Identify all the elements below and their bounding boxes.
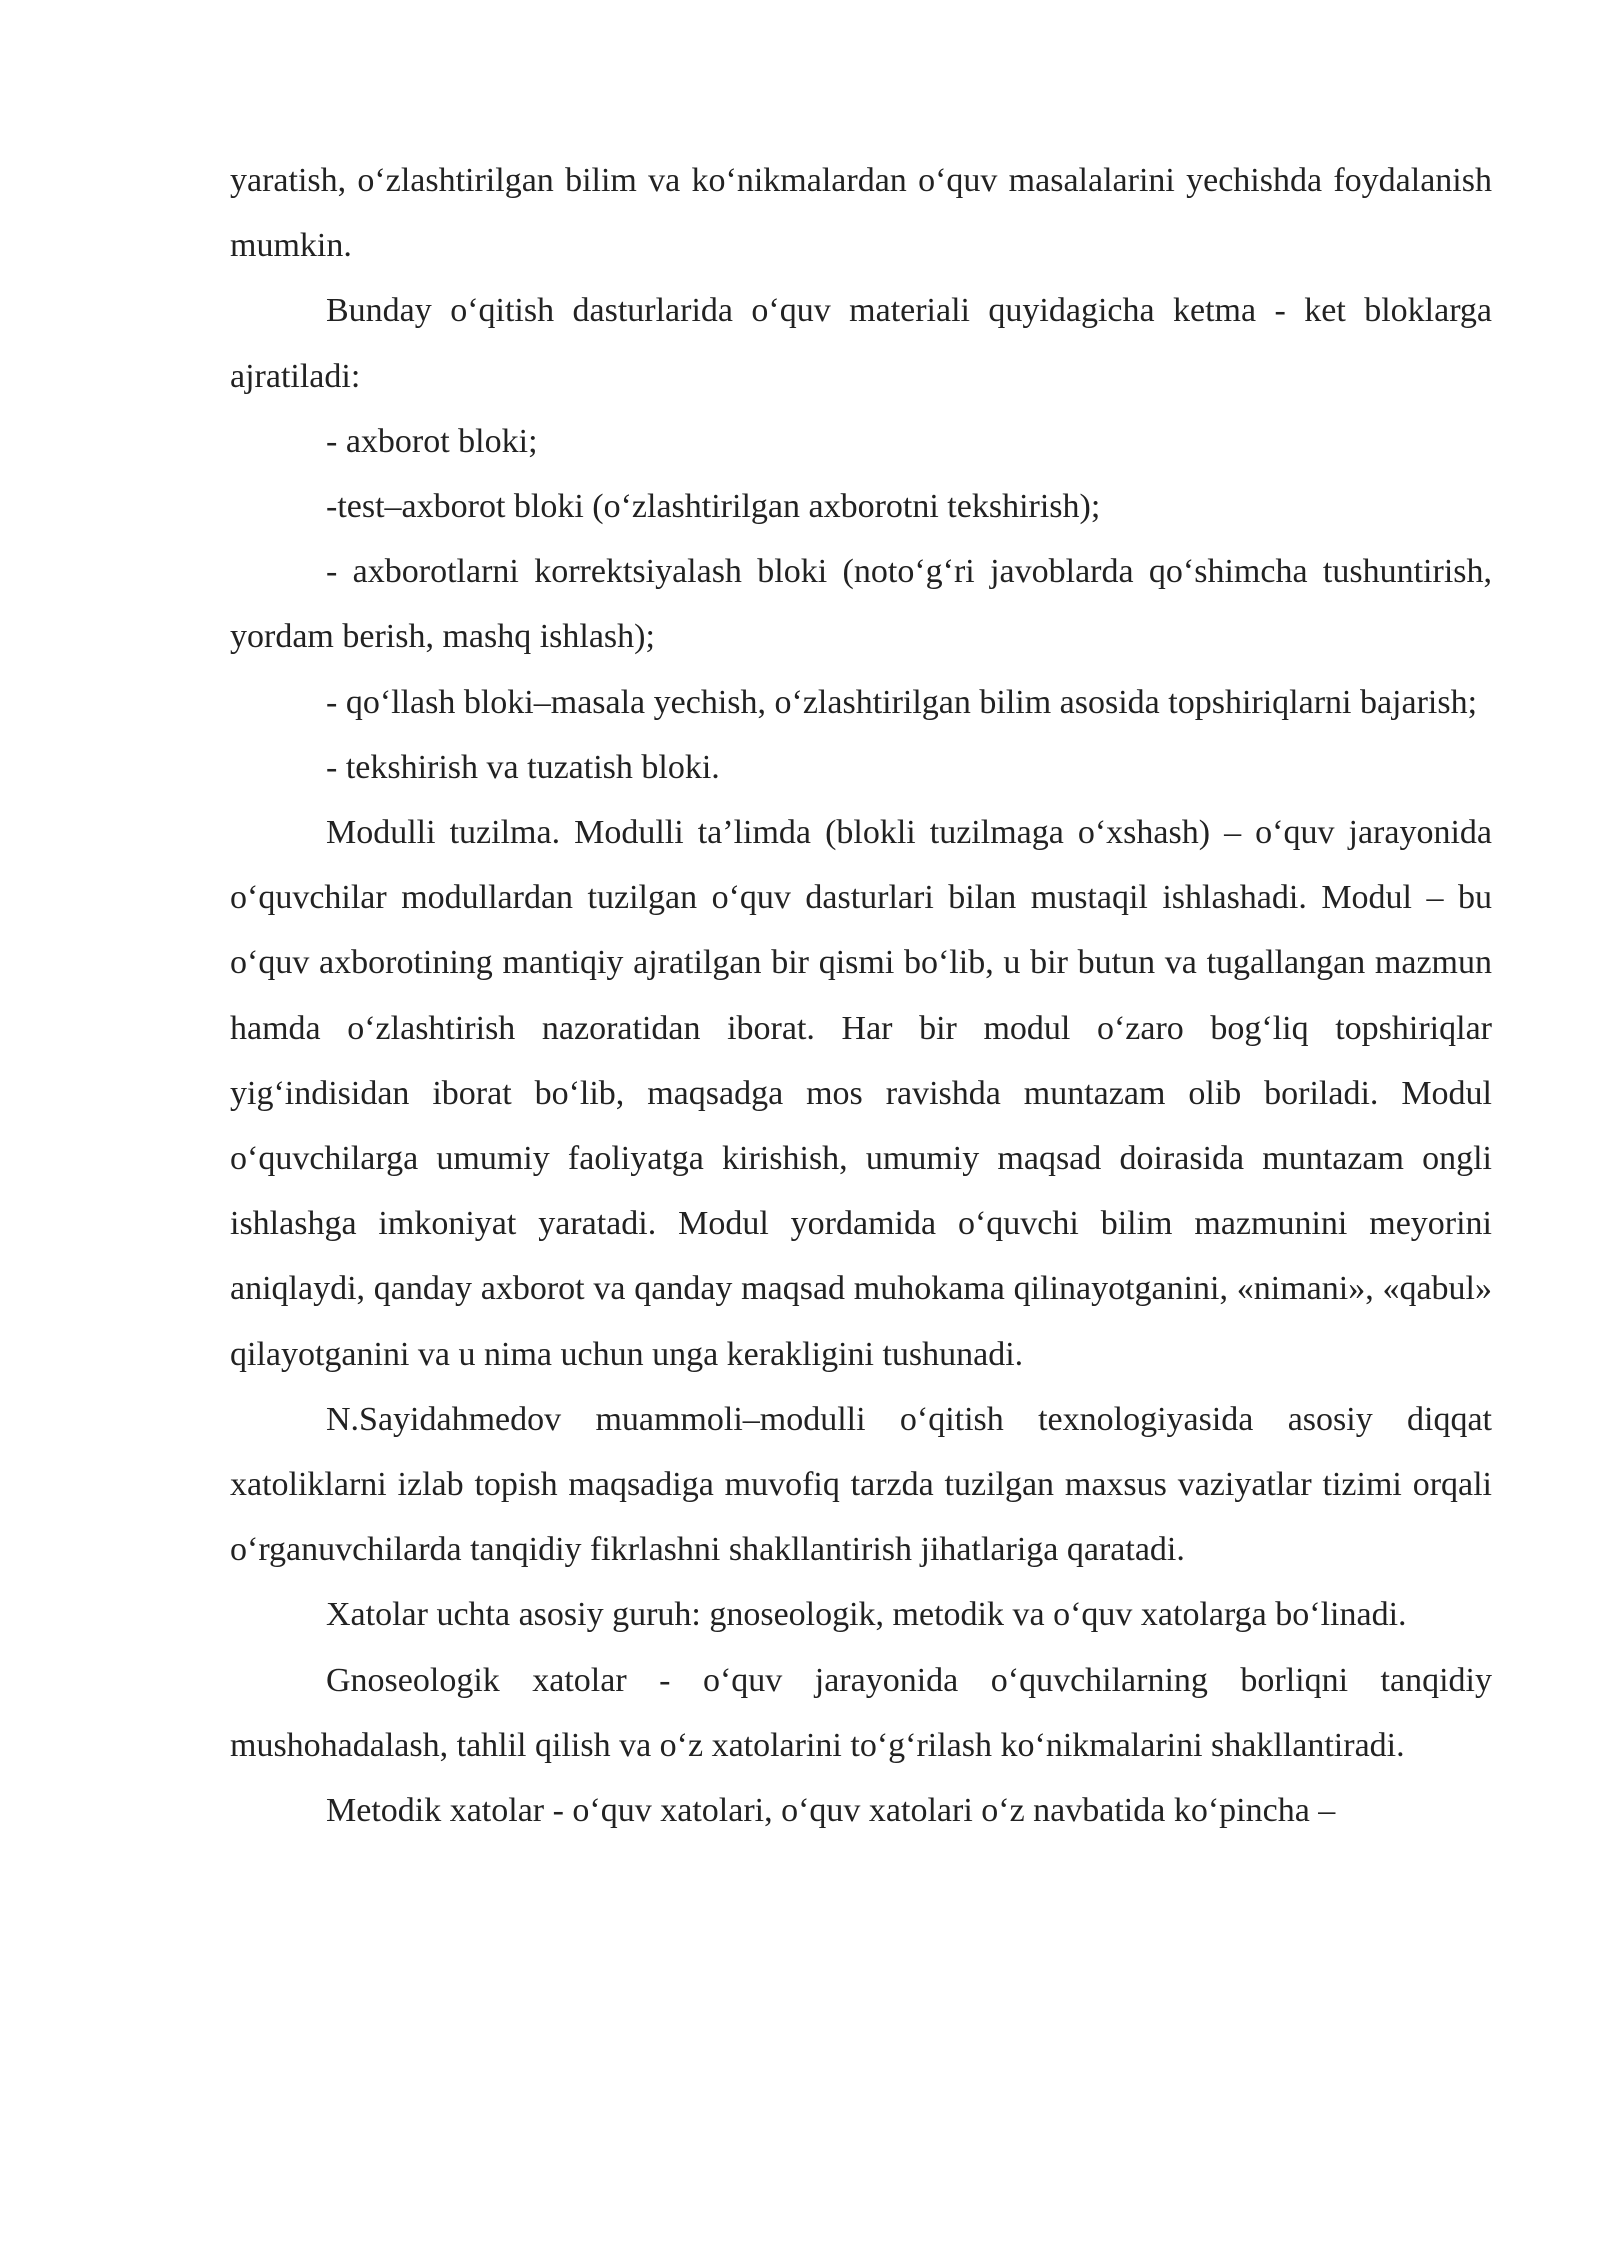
paragraph-modular-structure: Modulli tuzilma. Modulli ta’limda (blokli tuzilmaga o‘xshash) – o‘quv jarayonida o‘quvchilar modullardan tuzilgan o‘quv dasturlari bilan mustaqil ishlashadi. Modul – bu o‘quv axborotining mantiqiy ajratilgan bir qismi bo‘lib, u bir butun va tugallangan mazmun hamda o‘zlashtirish nazoratidan iborat. Har bir modul o‘zaro bog‘liq topshiriqlar yig‘indisidan iborat bo‘lib, maqsadga mos ravishda muntazam olib boriladi. Modul o‘quvchilarga umumiy faoliyatga kirishish, umumiy maqsad doirasida muntazam ongli ishlashga imkoniyat yaratadi. Modul yordamida o‘quvchi bilim mazmunini meyorini aniqlaydi, qanday axborot va qanday maqsad muhokama qilinayotganini, «nimani», «qabul» qilayotganini va u nima uchun unga kerakligini tushunadi. bbox=[230, 814, 1492, 1373]
paragraph-2: Bunday o‘qitish dasturlarida o‘quv materiali quyidagicha ketma - ket bloklarga ajratiladi: bbox=[230, 292, 1492, 395]
paragraph-error-groups: Xatolar uchta asosiy guruh: gnoseologik, metodik va o‘quv xatolarga bo‘linadi. bbox=[326, 1596, 1407, 1634]
list-item-test-block: -test–axborot bloki (o‘zlashtirilgan axborotni tekshirish); bbox=[326, 488, 1101, 526]
paragraph-sayidahmedov: N.Sayidahmedov muammoli–modulli o‘qitish texnologiyasida asosiy diqqat xatoliklarni izlab topish maqsadiga muvofiq tarzda tuzilgan maxsus vaziyatlar tizimi orqali o‘rganuvchilarda tanqidiy fikrlashni shakllantirish jihatlariga qaratadi. bbox=[230, 1400, 1492, 1569]
list-item-check-block: - tekshirish va tuzatish bloki. bbox=[326, 748, 720, 786]
document-page bbox=[230, 148, 1492, 1843]
list-item-info-block: - axborot bloki; bbox=[326, 422, 538, 460]
list-item-application-block: - qo‘llash bloki–masala yechish, o‘zlashtirilgan bilim asosida topshiriqlarni bajarish; bbox=[326, 683, 1478, 721]
list-item-correction-block: - axborotlarni korrektsiyalash bloki (noto‘g‘ri javoblarda qo‘shimcha tushuntirish, yordam berish, mashq ishlash); bbox=[230, 553, 1492, 656]
paragraph-methodical-errors: Metodik xatolar - o‘quv xatolari, o‘quv xatolari o‘z navbatida ko‘pincha – bbox=[326, 1792, 1336, 1830]
paragraph-gnoseological-errors: Gnoseologik xatolar - o‘quv jarayonida o‘quvchilarning borliqni tanqidiy mushohadalash, tahlil qilish va o‘z xatolarini to‘g‘rilash ko‘nikmalarini shakllantiradi. bbox=[230, 1661, 1492, 1764]
paragraph-1: yaratish, o‘zlashtirilgan bilim va ko‘nikmalardan o‘quv masalalarini yechishda foydalanish mumkin. bbox=[230, 162, 1492, 265]
